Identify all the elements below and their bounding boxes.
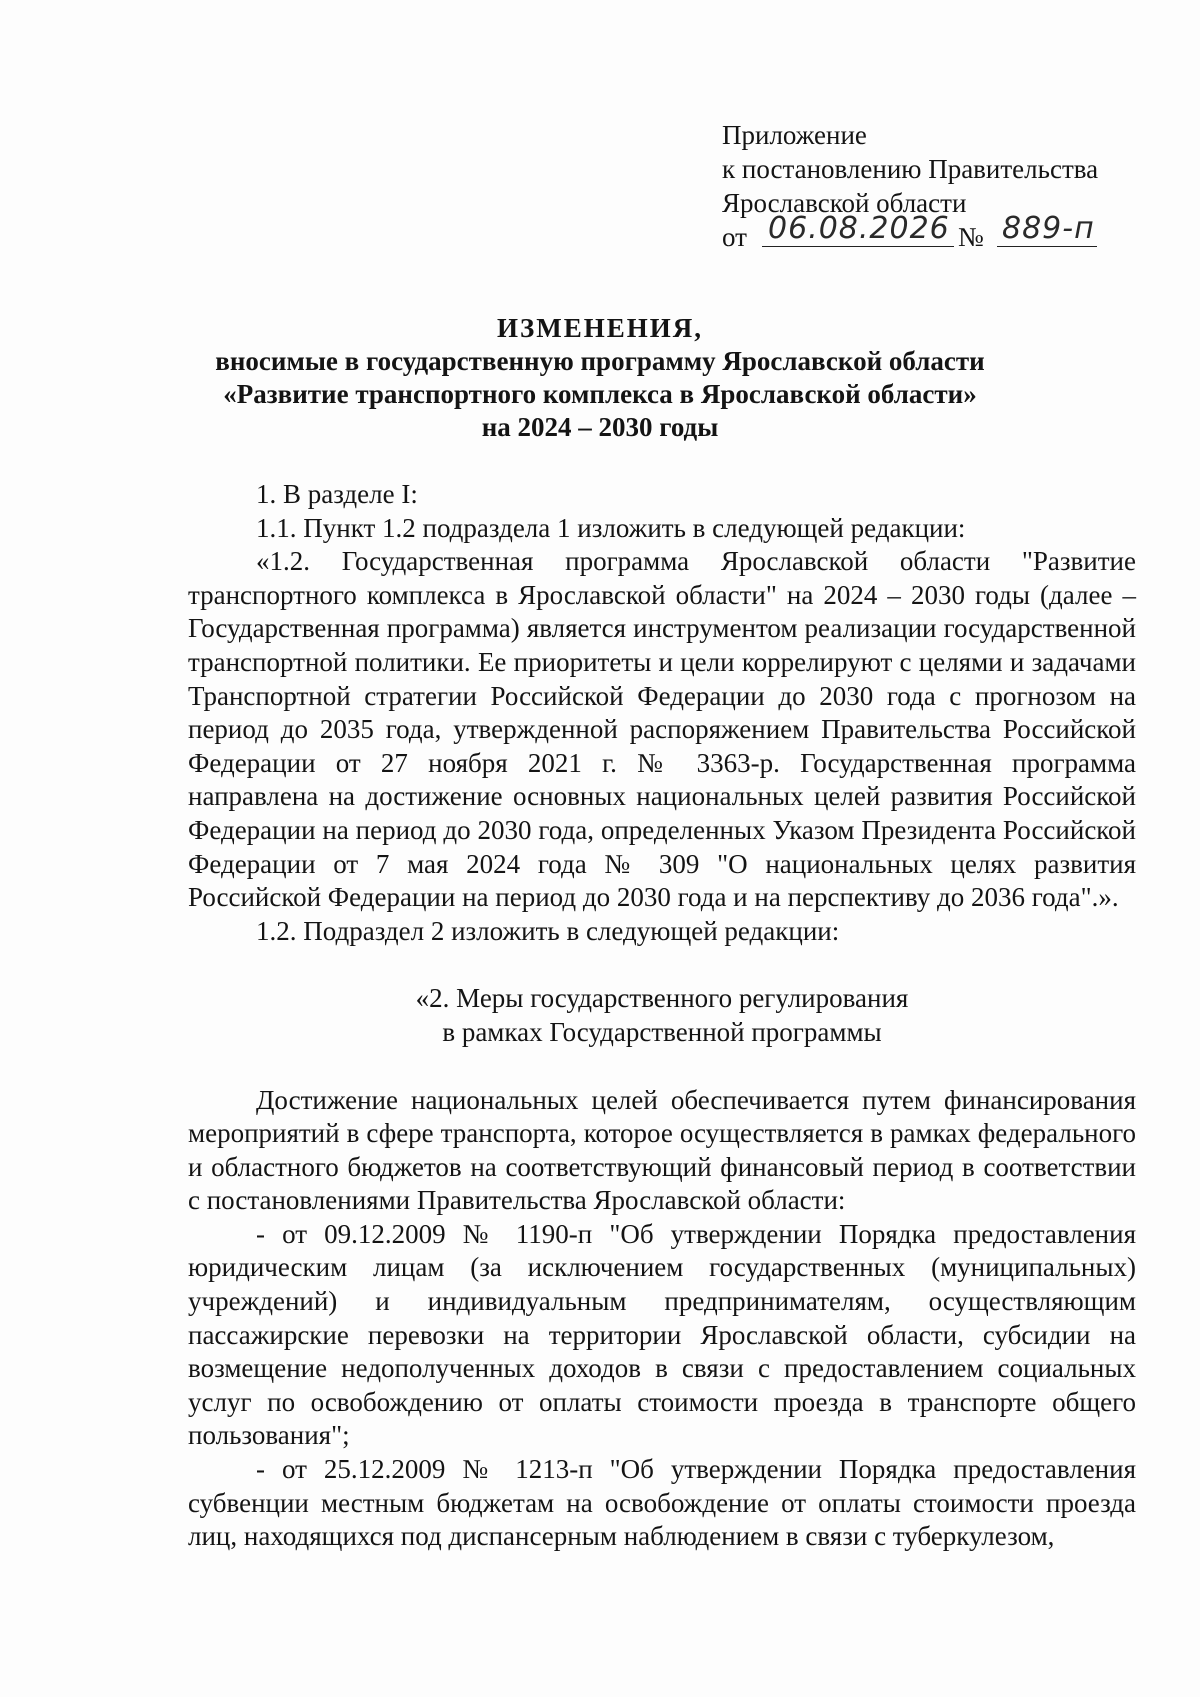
subheading-line-2: в рамках Государственной программы bbox=[442, 1016, 882, 1047]
title-line-2: вносимые в государственную программу Ярославской области bbox=[215, 346, 985, 376]
document-body bbox=[188, 478, 1136, 1554]
appendix-region-line: Ярославской области bbox=[722, 188, 967, 218]
paragraph-national-goals: Достижение национальных целей обеспечивается путем финансирования мероприятий в сфере транспорта, которое осуществляется в рамках федерального и областного бюджетов на соответствующий финансовый период в соответствии с постановлениями Правительства Ярославской области: bbox=[188, 1084, 1136, 1216]
handwritten-number: 889-п bbox=[1002, 211, 1095, 246]
spacer bbox=[188, 948, 1136, 982]
date-prefix: от bbox=[722, 222, 747, 252]
paragraph-1-2: 1.2. Подраздел 2 изложить в следующей редакции: bbox=[256, 915, 840, 946]
list-item-decree-1190: - от 09.12.2009 № 1190-п "Об утверждении Порядка предоставления юридическим лицам (за исключением государственных (муниципальных) учреждений) и индивидуальным предпринимателям, осуществляющим пассажирские перевозки на территории Ярославской области, субсидии на возмещение недополученных доходов в связи с предоставлением социальных услуг по освобождению от оплаты стоимости проезда в транспорте общего пользования"; bbox=[188, 1218, 1136, 1451]
number-underline bbox=[997, 246, 1097, 247]
title-line-3: «Развитие транспортного комплекса в Ярославской области» bbox=[223, 379, 977, 409]
title-heading: ИЗМЕНЕНИЯ, bbox=[496, 313, 703, 343]
date-underline bbox=[762, 246, 954, 247]
handwritten-date: 06.08.2026 bbox=[768, 211, 950, 246]
spacer bbox=[188, 1050, 1136, 1084]
paragraph-1-1: 1.1. Пункт 1.2 подраздела 1 изложить в следующей редакции: bbox=[256, 512, 966, 543]
list-item-decree-1213: - от 25.12.2009 № 1213-п "Об утверждении Порядка предоставления субвенции местным бюджетам на освобождение от оплаты стоимости проезда лиц, находящихся под диспансерным наблюдением в связи с туберкулезом, bbox=[188, 1454, 1136, 1552]
appendix-label: Приложение bbox=[722, 120, 867, 150]
subheading-line-1: «2. Меры государственного регулирования bbox=[415, 983, 909, 1014]
appendix-header bbox=[722, 118, 1142, 260]
title-line-4: на 2024 – 2030 годы bbox=[481, 412, 719, 442]
document-title bbox=[100, 312, 1100, 444]
appendix-date-number-row bbox=[722, 211, 1142, 260]
paragraph-section-1: 1. В разделе I: bbox=[256, 479, 418, 509]
appendix-decree-line: к постановлению Правительства bbox=[722, 154, 1099, 184]
paragraph-1-2-quote: «1.2. Государственная программа Ярославской области "Развитие транспортного комплекса в Ярославской области" на 2024 – 2030 годы (далее – Государственная программа) является инструментом реализации государственной транспортной политики. Ее приоритеты и цели коррелируют с целями и задачами Транспортной стратегии Российской Федерации до 2030 года с прогнозом на период до 2035 года, утвержденной распоряжением Правительства Российской Федерации от 27 ноября 2021 г. № 3363-р. Государственная программа направлена на достижение основных национальных целей развития Российской Федерации на период до 2030 года, определенных Указом Президента Российской Федерации от 7 мая 2024 года № 309 "О национальных целях развития Российской Федерации на период до 2030 года и на перспективу до 2036 года".». bbox=[188, 546, 1136, 913]
number-sign: № bbox=[958, 222, 984, 252]
